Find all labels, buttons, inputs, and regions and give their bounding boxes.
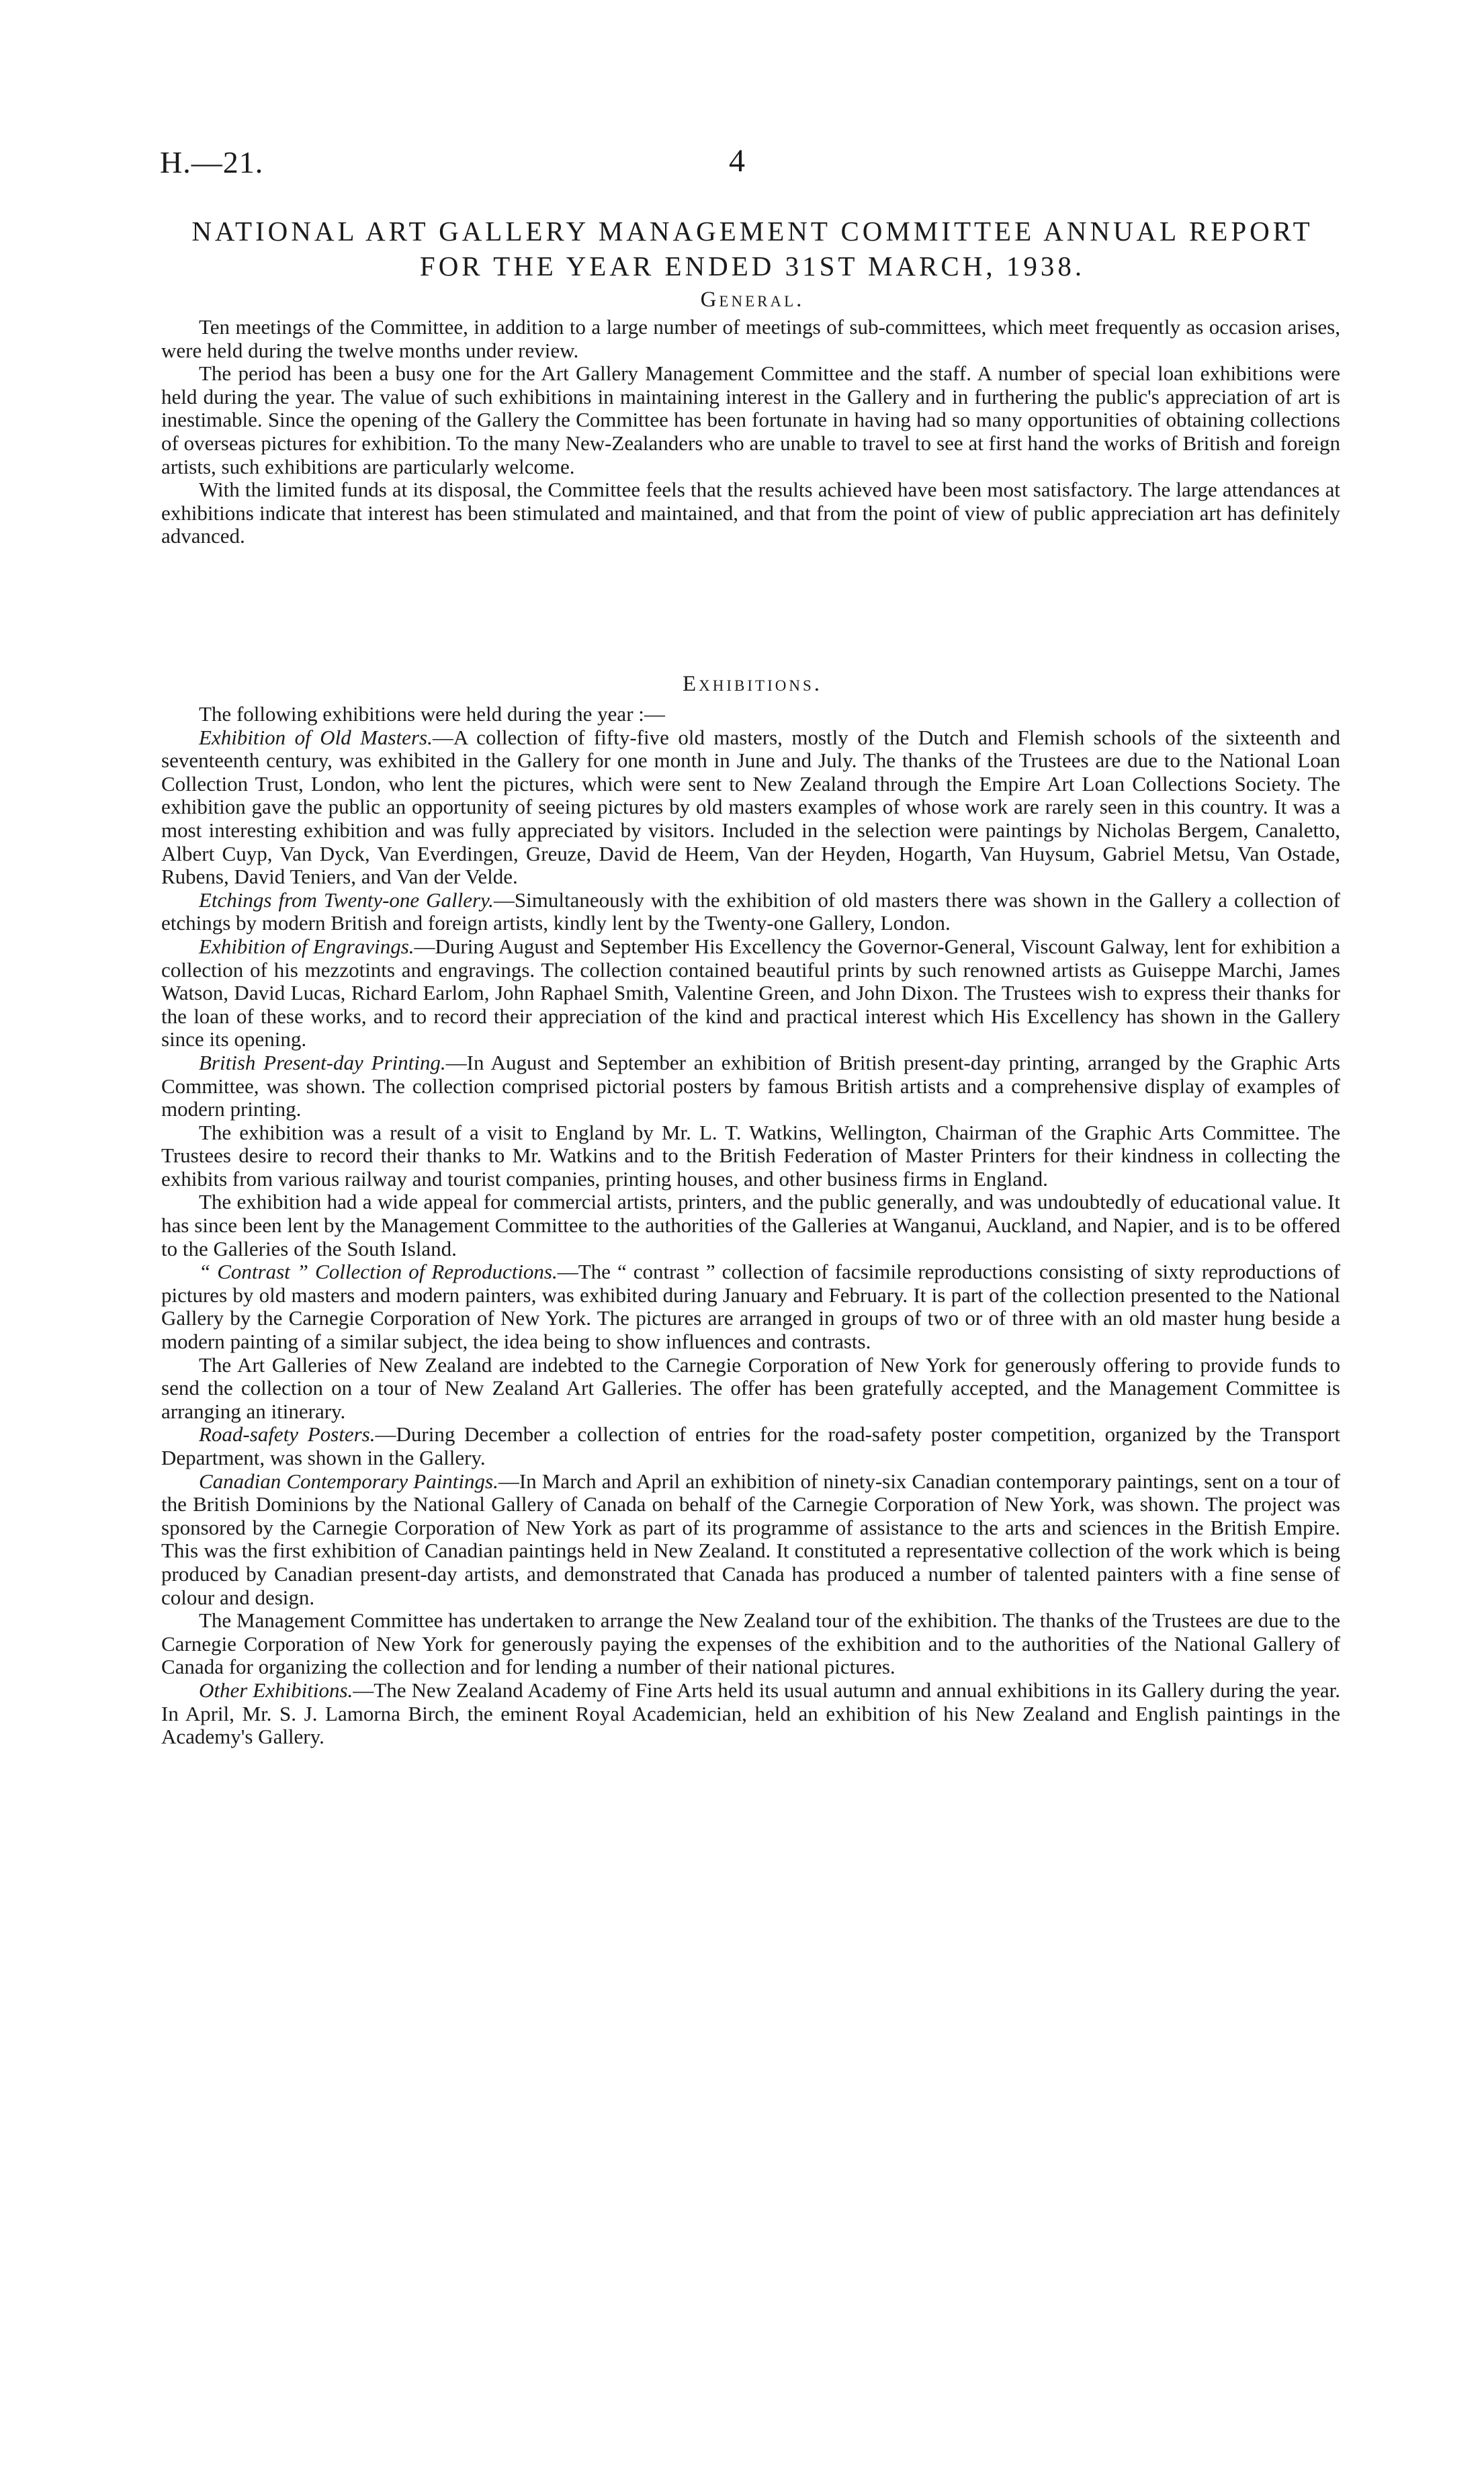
contrast-text: —The “ contrast ” collection of facsimile reproductions consisting of sixty reproductions of pictures by old masters and modern painters, was exhibited during January and February. It is part of the collection presented to the National Gallery by the Carnegie Corporation of New York. The pictures are arranged in groups of two or of three with an old master hung beside a modern painting of a similar subject, the idea being to show influences and contrasts. — [161, 1260, 1340, 1354]
canadian-paragraph-2: The Management Committee has undertaken to arrange the New Zealand tour of the exhibition. The thanks of the Trustees are due to the Carnegie Corporation of New York for generously paying the expenses of the exhibition and to the authorities of the National Gallery of Canada for organizing the collection and for lending a number of their national pictures. — [161, 1608, 1340, 1679]
page-reference: H.—21. — [160, 145, 264, 179]
printing-paragraph — [161, 1051, 1340, 1121]
old-masters-paragraph — [161, 726, 1340, 889]
other-text: —The New Zealand Academy of Fine Arts held its usual autumn and annual exhibitions in its Gallery during the year. In April, Mr. S. J. Lamorna Birch, the eminent Royal Academician, held an exhibition of his New Zealand and English paintings in the Academy's Gallery. — [161, 1678, 1340, 1749]
printing-lead: British Present-day Printing. — [199, 1050, 446, 1074]
printing-text: —In August and September an exhibition of British present-day printing, arranged by the Graphic Arts Committee, was shown. The collection comprised pictorial posters by famous British artists and a comprehensive display of examples of modern printing. — [161, 1050, 1340, 1121]
general-paragraph: Ten meetings of the Committee, in addition to a large number of meetings of sub-committees, which meet frequently as occasion arises, were held during the twelve months under review. — [161, 315, 1340, 362]
other-paragraph — [161, 1679, 1340, 1749]
engravings-text: —During August and September His Excellency the Governor-General, Viscount Galway, lent for exhibition a collection of his mezzotints and engravings. The collection contained beautiful prints by such renowned artists as Guiseppe Marchi, James Watson, David Lucas, Richard Earlom, John Raphael Smith, Valentine Green, and John Dixon. The Trustees wish to express their thanks for the loan of these works, and to record their appreciation of the kind and practical interest which His Excellency has shown in the Gallery since its opening. — [161, 934, 1340, 1051]
exhibitions-intro: The following exhibitions were held during the year :— — [199, 702, 665, 726]
section-heading-general: General. — [700, 288, 805, 312]
page-number: 4 — [729, 143, 745, 179]
printing-paragraph-2: The exhibition was a result of a visit to England by Mr. L. T. Watkins, Wellington, Chairman of the Graphic Arts Committee. The Trustees desire to record their thanks to Mr. Watkins and to the British Federation of Master Printers for their kindness in collecting the exhibits from various railway and tourist companies, printing houses, and other business firms in England. — [161, 1120, 1340, 1191]
engravings-lead: Exhibition of Engravings. — [199, 934, 414, 958]
contrast-paragraph-2: The Art Galleries of New Zealand are indebted to the Carnegie Corporation of New York for generously offering to provide funds to send the collection on a tour of New Zealand Art Galleries. The offer has been gratefully accepted, and the Management Committee is arranging an itinerary. — [161, 1352, 1340, 1423]
general-section — [161, 316, 1340, 548]
road-safety-lead: Road-safety Posters. — [199, 1422, 376, 1447]
etchings-paragraph — [161, 889, 1340, 935]
report-title: NATIONAL ART GALLERY MANAGEMENT COMMITTEE ANNUAL REPORT FOR THE YEAR ENDED 31ST MARCH, 1938. — [191, 216, 1313, 282]
road-safety-text: —During December a collection of entries for the road-safety poster competition, organized by the Transport Department, was shown in the Gallery. — [161, 1422, 1340, 1469]
contrast-lead: “ Contrast ” Collection of Reproductions. — [199, 1260, 558, 1284]
general-paragraph: The period has been a busy one for the Art Gallery Management Committee and the staff. A number of special loan exhibitions were held during the year. The value of such exhibitions in maintaining interest in the Gallery and in furthering the public's appreciation of art is inestimable. Since the opening of the Gallery the Committee has been fortunate in having had so many opportunities of obtaining collections of overseas pictures for exhibition. To the many New-Zealanders who are unable to travel to see at first hand the works of British and foreign artists, such exhibitions are particularly welcome. — [161, 361, 1340, 478]
road-safety-paragraph — [161, 1423, 1340, 1469]
old-masters-text: —A collection of fifty-five old masters, mostly of the Dutch and Flemish schools of the sixteenth and seventeenth century, was exhibited in the Gallery for one month in June and July. The thanks of the Trustees are due to the National Loan Collection Trust, London, who lent the pictures, which were sent to New Zealand through the Empire Art Loan Collections Society. The exhibition gave the public an opportunity of seeing pictures by old masters examples of whose work are rarely seen in this country. It was a most interesting exhibition and was fully appreciated by visitors. Included in the selection were paintings by Nicholas Bergem, Canaletto, Albert Cuyp, Van Dyck, Van Everdingen, Greuze, David de Heem, Van der Heyden, Hogarth, Van Huysum, Gabriel Metsu, Van Ostade, Rubens, David Teniers, and Van der Velde. — [161, 725, 1340, 889]
canadian-text: —In March and April an exhibition of ninety-six Canadian contemporary paintings, sent on a tour of the British Dominions by the National Gallery of Canada on behalf of the Carnegie Corporation of New York, was shown. The project was sponsored by the Carnegie Corporation of New York as part of its programme of assistance to the arts and sciences in the British Empire. This was the first exhibition of Canadian paintings held in New Zealand. It constituted a representative collection of the work which is being produced by Canadian present-day artists, and demonstrated that Canada has produced a number of talented painters with a fine sense of colour and design. — [161, 1469, 1341, 1609]
etchings-lead: Etchings from Twenty-one Gallery. — [199, 888, 494, 912]
exhibitions-section — [161, 703, 1340, 1749]
printing-paragraph-3: The exhibition had a wide appeal for commercial artists, printers, and the public generally, and was undoubtedly of educational value. It has since been lent by the Management Committee to the authorities of the Galleries at Wanganui, Auckland, and Napier, and is to be offered to the Galleries of the South Island. — [161, 1190, 1340, 1260]
old-masters-lead: Exhibition of Old Masters. — [199, 725, 433, 749]
other-lead: Other Exhibitions. — [199, 1678, 353, 1702]
general-paragraph: With the limited funds at its disposal, the Committee feels that the results achieved have been most satisfactory. The large attendances at exhibitions indicate that interest has been stimulated and maintained, and that from the point of view of public appreciation art has definitely advanced. — [161, 478, 1340, 548]
engravings-paragraph — [161, 935, 1340, 1051]
canadian-lead: Canadian Contemporary Paintings. — [199, 1469, 498, 1493]
section-heading-exhibitions: Exhibitions. — [682, 672, 822, 696]
etchings-text: —Simultaneously with the exhibition of old masters there was shown in the Gallery a collection of etchings by modern British and foreign artists, kindly lent by the Twenty-one Gallery, London. — [161, 888, 1340, 935]
contrast-paragraph — [161, 1260, 1340, 1353]
canadian-paragraph — [161, 1470, 1340, 1610]
